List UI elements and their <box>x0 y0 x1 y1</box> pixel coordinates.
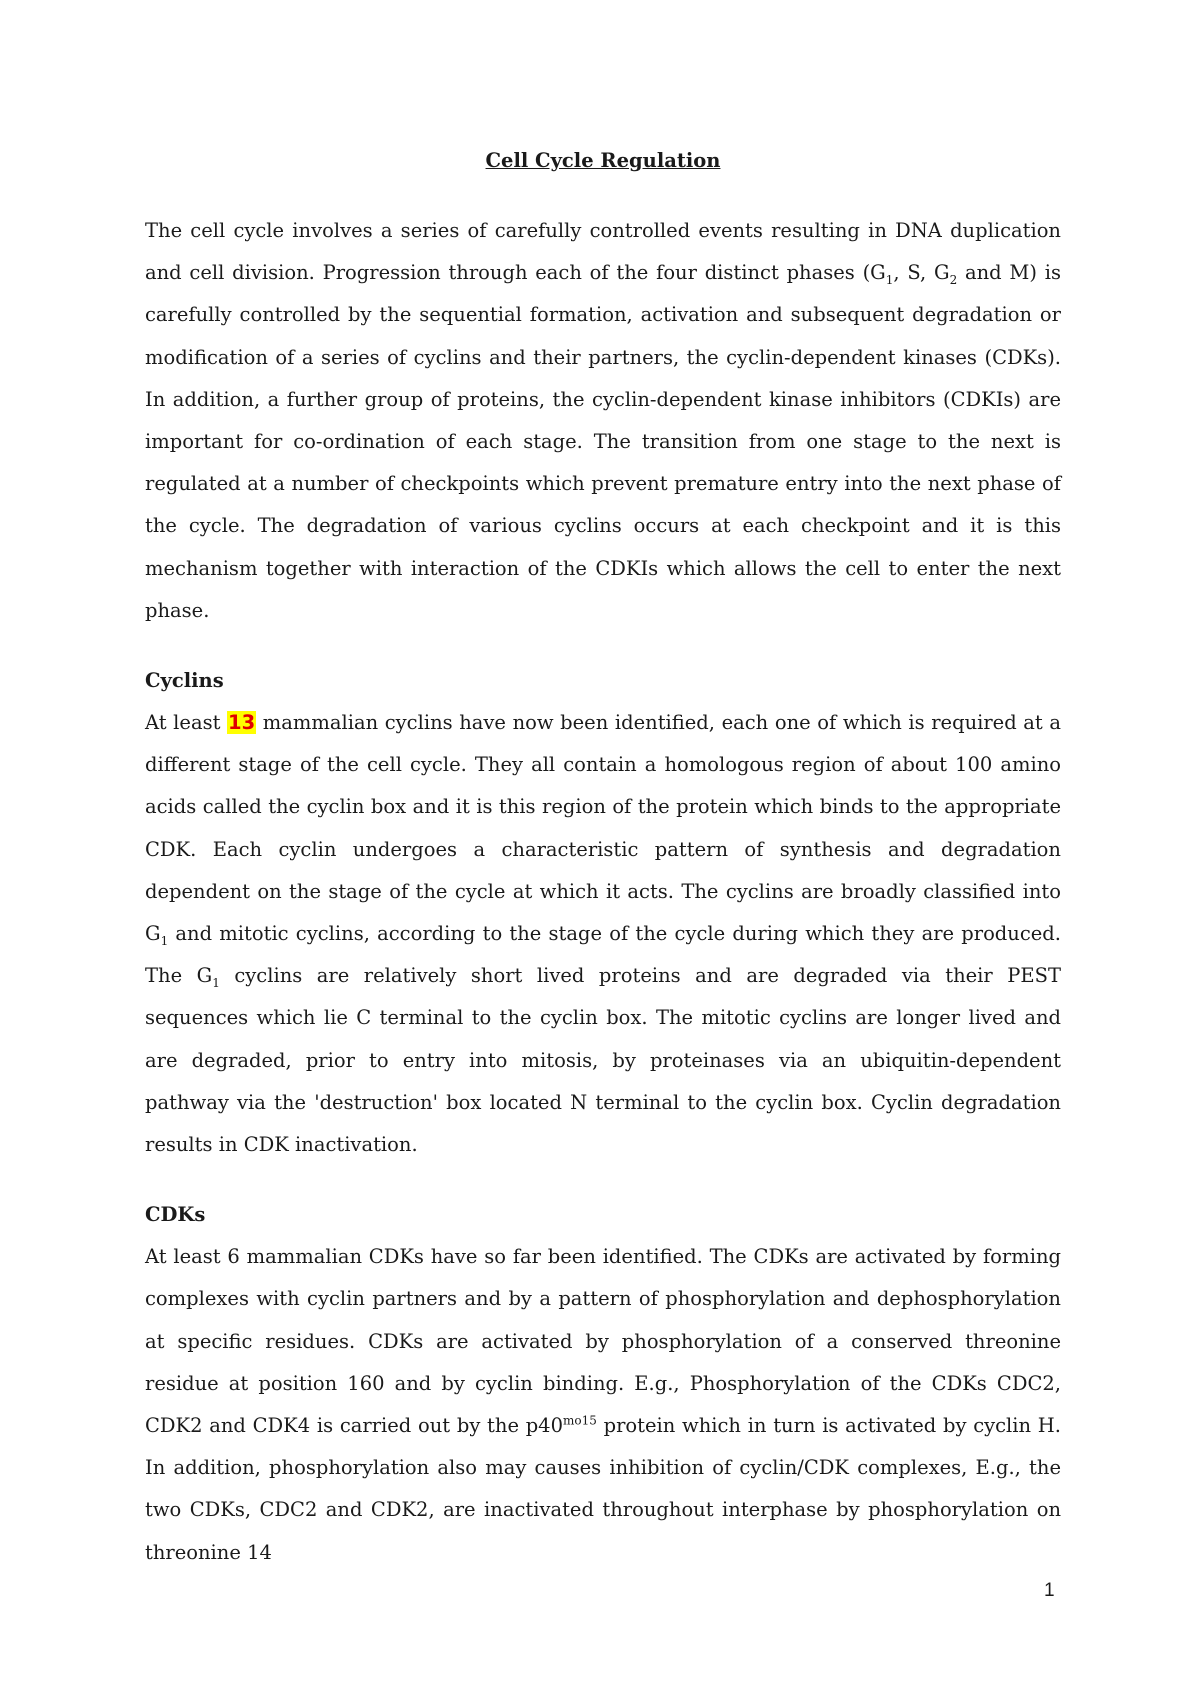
document-body <box>145 140 1061 1574</box>
cdks-text-2: protein which in turn is activated by cyclin H. In addition, phosphorylation also may causes inhibition of cyclin/CDK complexes, E.g., the two CDKs, CDC2 and CDK2, are inactivated throughout interphase by phosphorylation on threonine 14 <box>145 1414 1062 1564</box>
cyclins-paragraph <box>145 702 1061 1166</box>
cdks-heading: CDKs <box>145 1203 206 1227</box>
intro-paragraph <box>145 210 1061 632</box>
cyclins-subscript-2: 1 <box>212 976 220 991</box>
page-number: 1 <box>1044 1580 1055 1601</box>
cyclins-subscript-1: 1 <box>160 933 169 948</box>
cyclins-text-1: At least <box>145 711 228 735</box>
cyclins-text-2: mammalian cyclins have now been identified, each one of which is required at a different stage of the cell cycle. They all contain a homologous region of about 100 amino acids called the cyclin box and it is this region of the protein which binds to the appropriate CDK. Each cyclin undergoes a characteristic pattern of synthesis and degradation dependent on the stage of the cycle at which it acts. The cyclins are broadly classified into G <box>145 711 1061 946</box>
intro-text-1: The cell cycle involves a series of carefully controlled events resulting in DNA duplication and cell division. Progression through each of the four distinct phases (G <box>145 219 1061 285</box>
cyclins-text-4: cyclins are relatively short lived proteins and are degraded via their PEST sequences which lie C terminal to the cyclin box. The mitotic cyclins are longer lived and are degraded, prior to entry into mitosis, by proteinases via an ubiquitin-dependent pathway via the 'destruction' box located N terminal to the cyclin box. Cyclin degradation results in CDK inactivation. <box>145 964 1061 1157</box>
intro-text-3: and M) is carefully controlled by the sequential formation, activation and subsequent degradation or modification of a series of cyclins and their partners, the cyclin-dependent kinases (CDKs). In addition, a further group of proteins, the cyclin-dependent kinase inhibitors (CDKIs) are important for co-ordination of each stage. The transition from one stage to the next is regulated at a number of checkpoints which prevent premature entry into the next phase of the cycle. The degradation of various cyclins occurs at each checkpoint and it is this mechanism together with interaction of the CDKIs which allows the cell to enter the next phase. <box>145 261 1061 622</box>
intro-text-2: , S, G <box>893 261 950 285</box>
cdks-text-1: At least 6 mammalian CDKs have so far been identified. The CDKs are activated by forming complexes with cyclin partners and by a pattern of phosphorylation and dephosphorylation at specific residues. CDKs are activated by phosphorylation of a conserved threonine residue at position 160 and by cyclin binding. E.g., Phosphorylation of the CDKs CDC2, CDK2 and CDK4 is carried out by the p40 <box>145 1245 1061 1438</box>
cyclins-heading: Cyclins <box>145 669 224 693</box>
cyclins-text-3: and mitotic cyclins, according to the stage of the cycle during which they are produced. The G <box>145 922 1061 988</box>
intro-subscript-1: 1 <box>885 273 894 288</box>
intro-subscript-2: 2 <box>949 273 958 288</box>
document-title: Cell Cycle Regulation <box>485 149 721 172</box>
highlighted-number: 13 <box>228 711 256 735</box>
cdks-superscript: mo15 <box>563 1413 597 1428</box>
cdks-paragraph <box>145 1236 1061 1574</box>
